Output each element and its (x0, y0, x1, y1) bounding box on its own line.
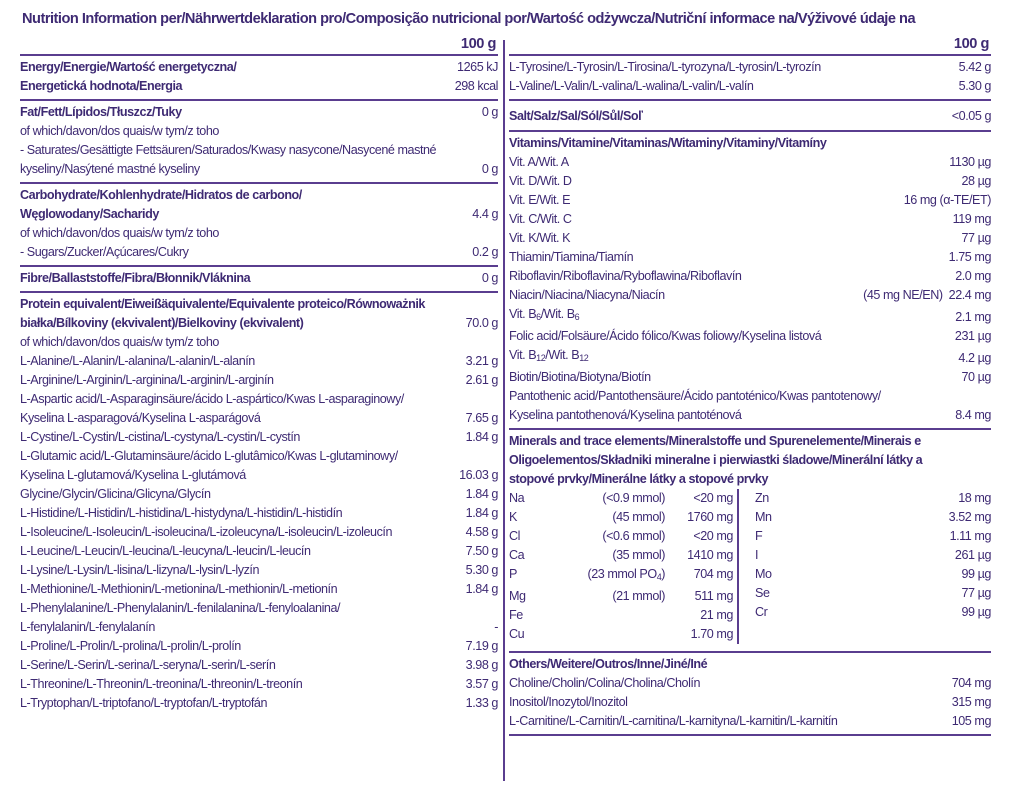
amino-row (20, 409, 498, 428)
carbohydrate-value: 4.4 g (472, 207, 498, 221)
salt-label: Salt/Salz/Sal/Sól/Sůl/Soľ (509, 109, 643, 123)
amino-row (20, 618, 498, 637)
mineral-mg: 511 mg (694, 589, 733, 603)
other-value: 105 mg (951, 714, 991, 728)
fat-section (20, 99, 498, 182)
other-label: Choline/Cholin/Colina/Cholina/Cholín (509, 676, 701, 690)
amino-value: 1.33 g (465, 696, 498, 710)
carbohydrate-row (20, 205, 498, 224)
mineral-mmol: (35 mmol) (612, 548, 665, 562)
protein-value: 70.0 g (465, 316, 498, 330)
mineral-symbol: I (755, 548, 759, 562)
amino-value: 1.84 g (465, 430, 498, 444)
minerals-heading: stopové prvky/Minerálne látky a stopové prvky (509, 472, 769, 486)
vitamin-value: 16 mg (α-TE/ET) (903, 193, 991, 207)
amino-value: - (494, 620, 498, 634)
mineral-row (755, 584, 991, 603)
mineral-row (755, 527, 991, 546)
amino-label: L-Alanine/L-Alanin/L-alanina/L-alanin/L-alanín (20, 354, 255, 368)
amino-row (20, 485, 498, 504)
other-label: L-Carnitine/L-Carnitin/L-carnitina/L-karnityna/L-karnitin/L-karnitín (509, 714, 838, 728)
amino-row (20, 352, 498, 371)
amino-label: Kyselina L-asparagová/Kyselina L-asparágová (20, 411, 261, 425)
amino-value: 5.30 g (465, 563, 498, 577)
amino-row (509, 77, 991, 96)
amino-label: L-Serine/L-Serin/L-serina/L-seryna/L-serin/L-serín (20, 658, 276, 672)
amino-label: L-Isoleucine/L-Isoleucin/L-isoleucina/L-izoleucyna/L-isoleucin/L-izoleucín (20, 525, 393, 539)
vitamin-label: Vit. A/Wit. A (509, 155, 569, 169)
vitamin-row (509, 153, 991, 172)
vitamin-label: Vit. $B_{12}$/Wit. $B_{12}$ (509, 348, 589, 363)
vitamin-value: 1130 µg (949, 155, 991, 169)
vitamin-row (509, 267, 991, 286)
vitamin-value: 77 µg (961, 231, 991, 245)
amino-label: L-Arginine/L-Arginin/L-arginina/L-arginin/L-arginín (20, 373, 274, 387)
amino-label: L-Histidine/L-Histidin/L-histidina/L-histydyna/L-histidin/L-histidín (20, 506, 343, 520)
vitamin-label: Riboflavin/Riboflavina/Ryboflawina/Riboflavín (509, 269, 742, 283)
vitamin-row (509, 248, 991, 267)
energy-label: Energetická hodnota/Energia (20, 79, 183, 93)
mineral-symbol: Mo (755, 567, 772, 581)
amino-value: 7.50 g (465, 544, 498, 558)
mineral-row (755, 565, 991, 584)
fibre-section (20, 265, 498, 291)
mineral-symbol: Se (755, 586, 770, 600)
mineral-symbol: P (509, 567, 517, 581)
vitamin-value: 2.1 mg (955, 310, 991, 324)
amino-row (20, 371, 498, 390)
saturates-row (20, 160, 498, 179)
vitamin-value: 22.4 mg (948, 288, 991, 302)
amino-value: 1.84 g (465, 506, 498, 520)
vitamin-label: Biotin/Biotina/Biotyna/Biotín (509, 370, 651, 384)
mineral-mmol: (23 mmol $PO_4$) (587, 567, 665, 582)
mineral-row (509, 489, 733, 508)
vitamin-value: 2.0 mg (955, 269, 991, 283)
minerals-right (739, 489, 991, 644)
protein-label: Protein equivalent/Eiweißäquivalente/Equivalente proteico/Równoważnik (20, 297, 425, 311)
mineral-symbol: Cr (755, 605, 768, 619)
amino-label: L-Phenylalanine/L-Phenylalanin/L-fenilalanina/L-fenyloalanina/ (20, 601, 341, 615)
vitamin-label: Vit. D/Wit. D (509, 174, 572, 188)
vitamin-value: 28 µg (961, 174, 991, 188)
amino-row (509, 58, 991, 77)
per-100g-header: 100 g (953, 36, 989, 52)
protein-label: białka/Bílkoviny (ekvivalent)/Bielkoviny (ekvivalent) (20, 316, 304, 330)
amino-label: L-Leucine/L-Leucin/L-leucina/L-leucyna/L-leucin/L-leucín (20, 544, 311, 558)
mineral-row (755, 489, 991, 508)
mineral-symbol: K (509, 510, 517, 524)
vitamin-row (509, 172, 991, 191)
others-heading: Others/Weitere/Outros/Inne/Jiné/Iné (509, 657, 708, 671)
amino-label: L-Methionine/L-Methionin/L-metionina/L-methionin/L-metionín (20, 582, 338, 596)
vitamin-row (509, 368, 991, 387)
amino-row (20, 504, 498, 523)
mineral-mmol: (21 mmol) (612, 589, 665, 603)
mineral-row (509, 508, 733, 527)
left-column (20, 34, 498, 716)
amino-row (20, 542, 498, 561)
amino-label: Kyselina L-glutamová/Kyselina L-glutámová (20, 468, 246, 482)
amino-value: 7.65 g (465, 411, 498, 425)
energy-kj-value: 1265 kJ (457, 60, 498, 74)
amino-value: 5.30 g (958, 79, 991, 93)
minerals-left (509, 489, 739, 644)
mineral-value: 99 µg (961, 567, 991, 581)
per-100g-header: 100 g (460, 36, 496, 52)
energy-row (20, 58, 498, 77)
amino-value: 7.19 g (465, 639, 498, 653)
amino-row (20, 447, 498, 466)
amino-label: Glycine/Glycin/Glicina/Glicyna/Glycín (20, 487, 211, 501)
of-which-label: of which/davon/dos quais/w tym/z toho (20, 226, 219, 240)
vitamin-label: Vit. C/Wit. C (509, 212, 572, 226)
amino-row (20, 466, 498, 485)
mineral-mmol: (45 mmol) (612, 510, 665, 524)
other-row (509, 712, 991, 731)
amino-row (20, 580, 498, 599)
amino-label: L-Cystine/L-Cystin/L-cistina/L-cystyna/L-cystin/L-cystín (20, 430, 300, 444)
amino-label: L-Glutamic acid/L-Glutaminsäure/ácido L-glutâmico/Kwas L-glutaminowy/ (20, 449, 398, 463)
amino-row (20, 390, 498, 409)
mineral-row (755, 603, 991, 622)
mineral-mg: 1760 mg (687, 510, 733, 524)
mineral-mg: 704 mg (693, 567, 733, 581)
mineral-value: 18 mg (958, 491, 991, 505)
mineral-symbol: Mg (509, 589, 526, 603)
vitamins-heading: Vitamins/Vitamine/Vitaminas/Witaminy/Vitaminy/Vitamíny (509, 136, 827, 150)
minerals-section (509, 428, 991, 647)
amino-label: L-Threonine/L-Threonin/L-treonina/L-threonin/L-treonín (20, 677, 303, 691)
amino-row (20, 523, 498, 542)
mineral-value: 1.11 mg (949, 529, 991, 543)
amino-row (20, 428, 498, 447)
mineral-symbol: Cu (509, 627, 525, 641)
amino-label: L-Aspartic acid/L-Asparaginsäure/ácido L-aspártico/Kwas L-asparaginowy/ (20, 392, 404, 406)
energy-label: Energy/Energie/Wartość energetyczna/ (20, 60, 237, 74)
mineral-mg: <20 mg (693, 491, 733, 505)
amino-row (20, 561, 498, 580)
fibre-row (20, 269, 498, 288)
sugars-row (20, 243, 498, 262)
protein-section (20, 291, 498, 716)
vitamin-row (509, 229, 991, 248)
mineral-row (509, 625, 733, 644)
saturates-label: - Saturates/Gesättigte Fettsäuren/Saturados/Kwasy nasycone/Nasycené mastné (20, 143, 437, 157)
amino-label: L-fenylalanin/L-fenylalanín (20, 620, 155, 634)
mineral-value: 261 µg (954, 548, 991, 562)
vitamin-label: Pantothenic acid/Pantothensäure/Ácido pantoténico/Kwas pantotenowy/ (509, 389, 881, 403)
energy-section (20, 54, 498, 99)
fat-value: 0 g (481, 105, 498, 119)
minerals-heading: Oligoelementos/Składniki mineralne i pierwiastki śladowe/Minerální látky a (509, 453, 923, 467)
column-divider (503, 40, 505, 781)
mineral-symbol: Na (509, 491, 525, 505)
vitamin-label: Vit. K/Wit. K (509, 231, 571, 245)
carbohydrate-section (20, 182, 498, 265)
vitamin-label: Niacin/Niacina/Niacyna/Niacín (509, 288, 665, 302)
carbohydrate-label: Węglowodany/Sacharidy (20, 207, 159, 221)
vitamin-label: Vit. E/Wit. E (509, 193, 571, 207)
mineral-symbol: Mn (755, 510, 772, 524)
fat-label: Fat/Fett/Lípidos/Tłuszcz/Tuky (20, 105, 182, 119)
amino-value: 16.03 g (459, 468, 498, 482)
page-title: Nutrition Information per/Nährwertdeklaration pro/Composição nutricional por/Wartość odżywcza/Nutriční informace na/Výživové údaje na (22, 11, 916, 27)
fat-row (20, 103, 498, 122)
vitamins-section (509, 130, 991, 428)
vitamin-row (509, 210, 991, 229)
mineral-symbol: F (755, 529, 763, 543)
other-row (509, 674, 991, 693)
amino-value: 2.61 g (465, 373, 498, 387)
of-which-label: of which/davon/dos quais/w tym/z toho (20, 124, 219, 138)
protein-row (20, 314, 498, 333)
salt-row (509, 107, 991, 126)
mineral-row (509, 565, 733, 587)
of-which-label: of which/davon/dos quais/w tym/z toho (20, 335, 219, 349)
amino-row (20, 694, 498, 713)
amino-row (20, 675, 498, 694)
fibre-label: Fibre/Ballaststoffe/Fibra/Błonnik/Vláknina (20, 271, 251, 285)
salt-section (509, 99, 991, 130)
vitamin-value: 1.75 mg (948, 250, 991, 264)
others-section (509, 651, 991, 736)
other-row (509, 693, 991, 712)
vitamin-value: 8.4 mg (955, 408, 991, 422)
amino-label: L-Tyrosine/L-Tyrosin/L-Tirosina/L-tyrozyna/L-tyrosin/L-tyrozín (509, 60, 821, 74)
mineral-mg: <20 mg (693, 529, 733, 543)
mineral-mmol (551, 625, 669, 644)
mineral-symbol: Fe (509, 608, 523, 622)
energy-kcal-value: 298 kcal (454, 79, 498, 93)
amino-row (20, 599, 498, 618)
salt-value: <0.05 g (951, 109, 991, 123)
other-value: 704 mg (951, 676, 991, 690)
amino-value: 5.42 g (958, 60, 991, 74)
mineral-symbol: Zn (755, 491, 769, 505)
amino-value: 1.84 g (465, 487, 498, 501)
amino-label: L-Lysine/L-Lysin/L-lisina/L-lizyna/L-lysin/L-lyzín (20, 563, 260, 577)
mineral-mmol: (<0.9 mmol) (602, 491, 665, 505)
amino-acids-continued (509, 54, 991, 99)
amino-label: L-Valine/L-Valin/L-valina/L-walina/L-valin/L-valín (509, 79, 754, 93)
vitamin-label: Thiamin/Tiamina/Tiamín (509, 250, 634, 264)
amino-row (20, 656, 498, 675)
other-value: 315 mg (951, 695, 991, 709)
amino-row (20, 637, 498, 656)
vitamin-row (509, 305, 991, 327)
minerals-grid (509, 489, 991, 644)
vitamin-row (509, 327, 991, 346)
mineral-row (509, 606, 733, 625)
mineral-mg: 21 mg (700, 608, 733, 622)
niacin-equivalent: (45 mg NE/EN) (863, 288, 943, 302)
amino-acid-list (20, 352, 498, 713)
vitamin-row (509, 406, 991, 425)
carbohydrate-label: Carbohydrate/Kohlenhydrate/Hidratos de carbono/ (20, 188, 302, 202)
mineral-row (509, 546, 733, 565)
vitamin-label: Vit. $B_6$/Wit. $B_6$ (509, 307, 580, 322)
mineral-mg: 1.70 mg (690, 627, 733, 641)
vitamin-label: Folic acid/Folsäure/Ácido fólico/Kwas foliowy/Kyselina listová (509, 329, 822, 343)
amino-value: 3.98 g (465, 658, 498, 672)
vitamin-row (509, 286, 991, 305)
vitamin-value: 70 µg (961, 370, 991, 384)
mineral-value: 99 µg (961, 605, 991, 619)
fibre-value: 0 g (481, 271, 498, 285)
saturates-label: kyseliny/Nasýtené mastné kyseliny (20, 162, 200, 176)
sugars-label: - Sugars/Zucker/Açúcares/Cukry (20, 245, 189, 259)
mineral-value: 77 µg (961, 586, 991, 600)
amino-value: 1.84 g (465, 582, 498, 596)
right-column (509, 34, 991, 736)
amino-label: L-Tryptophan/L-triptofano/L-tryptofan/L-tryptofán (20, 696, 267, 710)
amino-value: 3.21 g (465, 354, 498, 368)
vitamin-value: 231 µg (954, 329, 991, 343)
saturates-value: 0 g (481, 162, 498, 176)
vitamin-row (509, 346, 991, 368)
vitamin-value: 119 mg (952, 212, 991, 226)
vitamin-label: Kyselina pantothenová/Kyselina pantoténová (509, 408, 742, 422)
mineral-row (755, 508, 991, 527)
mineral-row (509, 587, 733, 606)
mineral-value: 3.52 mg (948, 510, 991, 524)
amino-label: L-Proline/L-Prolin/L-prolina/L-prolin/L-prolín (20, 639, 241, 653)
vitamin-row (509, 191, 991, 210)
other-label: Inositol/Inozytol/Inozitol (509, 695, 628, 709)
mineral-symbol: Ca (509, 548, 525, 562)
sugars-value: 0.2 g (472, 245, 498, 259)
mineral-row (755, 546, 991, 565)
mineral-mmol (551, 606, 669, 625)
energy-row (20, 77, 498, 96)
vitamin-value: 4.2 µg (958, 351, 991, 365)
amino-value: 4.58 g (465, 525, 498, 539)
mineral-mg: 1410 mg (687, 548, 733, 562)
minerals-heading: Minerals and trace elements/Mineralstoffe und Spurenelemente/Minerais e (509, 434, 921, 448)
mineral-symbol: Cl (509, 529, 520, 543)
mineral-mmol: (<0.6 mmol) (602, 529, 665, 543)
mineral-row (509, 527, 733, 546)
amino-value: 3.57 g (465, 677, 498, 691)
